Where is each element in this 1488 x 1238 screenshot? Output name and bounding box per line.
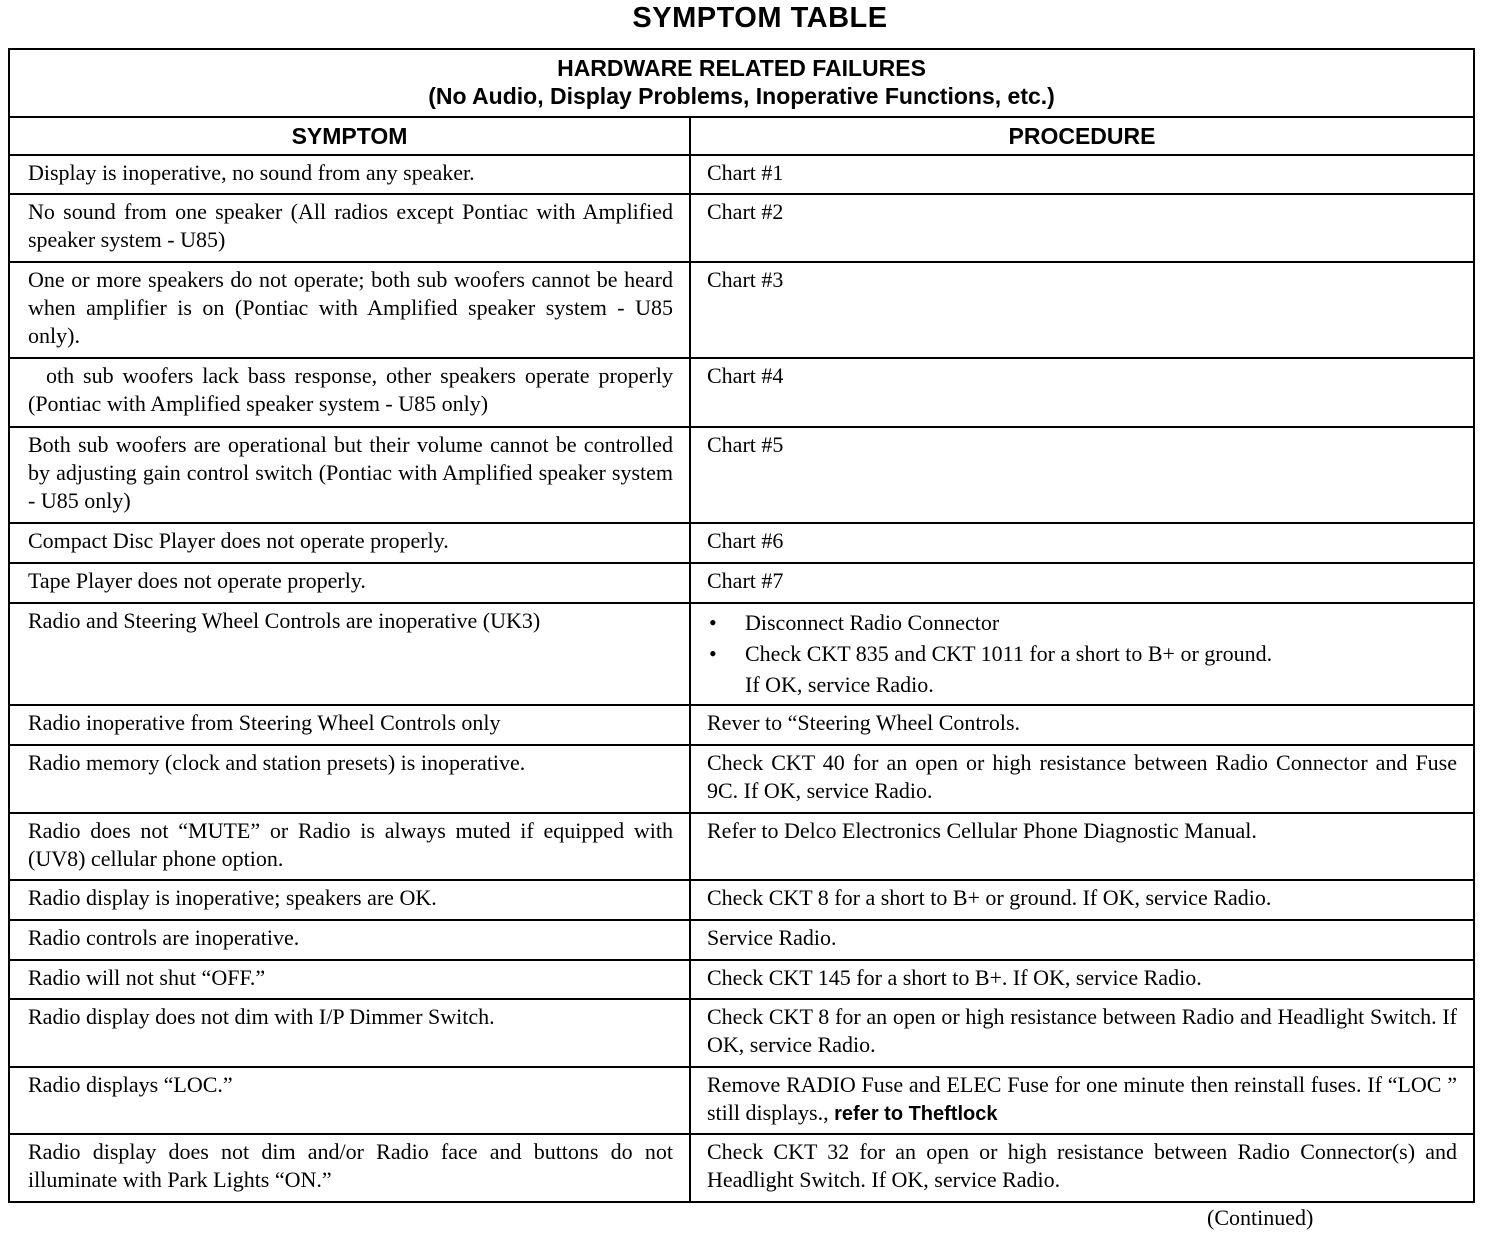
page-title: SYMPTOM TABLE: [632, 2, 888, 34]
symptom-table: [8, 48, 1475, 1203]
table-row: [9, 563, 1474, 603]
table-row: [9, 262, 1474, 358]
procedure-cell: Chart #1: [690, 155, 1474, 194]
symptom-cell: Radio displays “LOC.”: [9, 1067, 690, 1134]
procedure-cell: Check CKT 40 for an open or high resistance between Radio Connector and Fuse 9C. If OK, service Radio.: [690, 745, 1474, 813]
procedure-text: Remove RADIO Fuse and ELEC Fuse for one minute then reinstall fuses. If “LOC ” still displays.,: [707, 1072, 1458, 1125]
symptom-cell: Radio will not shut “OFF.”: [9, 960, 690, 999]
procedure-cell: Check CKT 8 for an open or high resistance between Radio and Headlight Switch. If OK, service Radio.: [690, 999, 1474, 1067]
procedure-cell: Chart #7: [690, 563, 1474, 603]
procedure-bullet-continuation: If OK, service Radio.: [745, 672, 934, 697]
group-heading-line2: (No Audio, Display Problems, Inoperative Functions, etc.): [428, 83, 1055, 109]
symptom-cell: Radio display does not dim with I/P Dimmer Switch.: [9, 999, 690, 1067]
procedure-cell: Check CKT 32 for an open or high resistance between Radio Connector(s) and Headlight Switch. If OK, service Radio.: [690, 1134, 1474, 1202]
table-row: [9, 603, 1474, 705]
symptom-cell: Tape Player does not operate properly.: [9, 563, 690, 603]
table-row: [9, 880, 1474, 920]
table-row: [9, 920, 1474, 960]
symptom-cell: Radio display does not dim and/or Radio face and buttons do not illuminate with Park Lights “ON.”: [9, 1134, 690, 1202]
table-row: [9, 523, 1474, 563]
column-header-symptom: SYMPTOM: [9, 117, 690, 155]
symptom-cell: Compact Disc Player does not operate properly.: [9, 523, 690, 563]
table-row: [9, 1067, 1474, 1134]
symptom-cell: Both sub woofers are operational but their volume cannot be controlled by adjusting gain control switch (Pontiac with Amplified speaker system - U85 only): [9, 427, 690, 523]
table-row: [9, 194, 1474, 262]
procedure-cell: [690, 1067, 1474, 1134]
procedure-cell: Chart #5: [690, 427, 1474, 523]
table-row: [9, 813, 1474, 880]
column-header-row: [9, 117, 1474, 155]
symptom-cell: Radio and Steering Wheel Controls are inoperative (UK3): [9, 603, 690, 705]
group-heading-row: [9, 49, 1474, 117]
group-heading-line1: HARDWARE RELATED FAILURES: [557, 55, 926, 81]
table-row: [9, 1134, 1474, 1202]
table-row: [9, 745, 1474, 813]
procedure-cell: Check CKT 145 for a short to B+. If OK, service Radio.: [690, 960, 1474, 999]
table-row: [9, 999, 1474, 1067]
procedure-cell: Check CKT 8 for a short to B+ or ground. If OK, service Radio.: [690, 880, 1474, 920]
symptom-cell: oth sub woofers lack bass response, other speakers operate properly (Pontiac with Amplified speaker system - U85 only): [9, 358, 690, 427]
procedure-cell: Chart #4: [690, 358, 1474, 427]
procedure-cell: Service Radio.: [690, 920, 1474, 960]
procedure-cell: Chart #3: [690, 262, 1474, 358]
procedure-bullet: • Check CKT 835 and CKT 1011 for a short to B+ or ground.: [745, 638, 1457, 669]
continued-note: (Continued): [1207, 1205, 1314, 1230]
table-row: [9, 358, 1474, 427]
procedure-bullet-list: [707, 607, 1457, 669]
group-heading: [9, 49, 1474, 117]
column-header-procedure: PROCEDURE: [690, 117, 1474, 155]
symptom-cell: One or more speakers do not operate; both sub woofers cannot be heard when amplifier is on (Pontiac with Amplified speaker system - U85 only).: [9, 262, 690, 358]
procedure-bold-text: refer to Theftlock: [834, 1103, 998, 1125]
symptom-cell: Display is inoperative, no sound from any speaker.: [9, 155, 690, 194]
table-row: [9, 155, 1474, 194]
symptom-cell: Radio memory (clock and station presets) is inoperative.: [9, 745, 690, 813]
procedure-cell: Refer to Delco Electronics Cellular Phone Diagnostic Manual.: [690, 813, 1474, 880]
symptom-cell: No sound from one speaker (All radios except Pontiac with Amplified speaker system - U85): [9, 194, 690, 262]
table-row: [9, 960, 1474, 999]
procedure-cell: Chart #2: [690, 194, 1474, 262]
procedure-cell: Chart #6: [690, 523, 1474, 563]
symptom-cell: Radio inoperative from Steering Wheel Controls only: [9, 705, 690, 745]
procedure-cell: [690, 603, 1474, 705]
procedure-bullet: • Disconnect Radio Connector: [745, 607, 1457, 638]
symptom-cell: Radio controls are inoperative.: [9, 920, 690, 960]
symptom-cell: Radio does not “MUTE” or Radio is always muted if equipped with (UV8) cellular phone option.: [9, 813, 690, 880]
symptom-cell: Radio display is inoperative; speakers are OK.: [9, 880, 690, 920]
table-row: [9, 705, 1474, 745]
table-row: [9, 427, 1474, 523]
procedure-cell: Rever to “Steering Wheel Controls.: [690, 705, 1474, 745]
